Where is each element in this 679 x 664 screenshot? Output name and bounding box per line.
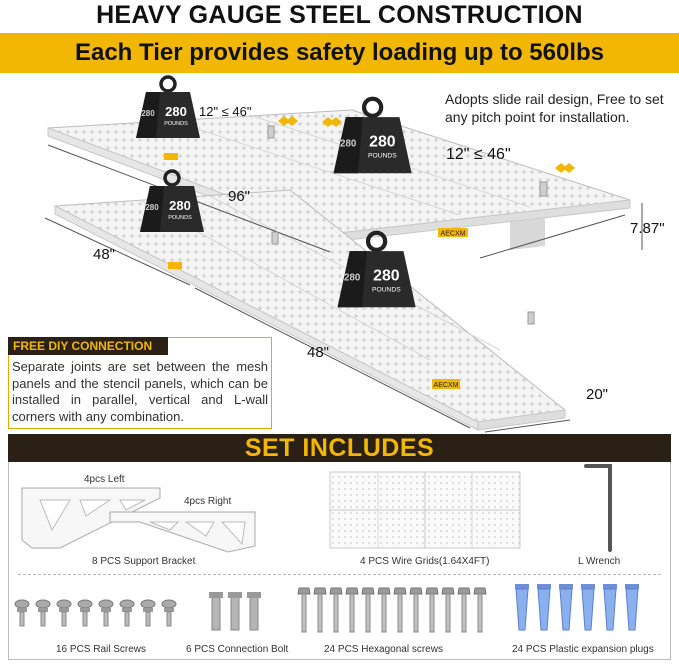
hex-screw-icon	[330, 588, 342, 632]
hex-screw-icon	[362, 588, 374, 632]
caption-hex-screws: 24 PCS Hexagonal screws	[324, 644, 443, 655]
hex-screw-icon	[442, 588, 454, 632]
hex-screw-icon	[346, 588, 358, 632]
l-wrench-icon	[586, 466, 610, 550]
hex-screw-icon	[426, 588, 438, 632]
hex-screw-icon	[378, 588, 390, 632]
weight-value: 280	[373, 267, 400, 285]
expansion-plug-icon	[515, 584, 529, 630]
page-title: HEAVY GAUGE STEEL CONSTRUCTION	[96, 1, 583, 29]
hex-screw-icon	[314, 588, 326, 632]
caption-support-bracket: 8 PCS Support Bracket	[92, 556, 196, 567]
caption-l-wrench: L Wrench	[578, 556, 621, 567]
rail-screw-icon	[15, 600, 29, 626]
set-includes-heading: SET INCLUDES	[8, 434, 671, 462]
weight-side-value: 280	[145, 203, 159, 212]
expansion-plug-icon	[603, 584, 617, 630]
weight-side-value: 280	[340, 138, 357, 150]
expansion-plug-icon	[559, 584, 573, 630]
load-banner: Each Tier provides safety loading up to 560lbs	[0, 33, 679, 73]
weight-unit: POUNDS	[368, 152, 397, 160]
brand-tag-1: AECXM	[440, 230, 466, 238]
hex-screw-icon	[474, 588, 486, 632]
rail-screw-icon	[57, 600, 71, 626]
length-top-label: 96"	[228, 188, 251, 205]
height-label: 7.87"	[630, 220, 665, 237]
hex-screw-icon	[410, 588, 422, 632]
weight-value: 280	[369, 133, 396, 151]
caption-expansion-plugs: 24 PCS Plastic expansion plugs	[512, 644, 654, 655]
bracket-right-art	[110, 512, 255, 552]
rail-screw-icon	[99, 600, 113, 626]
expansion-plugs-art	[515, 584, 639, 630]
bracket-left-label: 4pcs Left	[84, 474, 125, 485]
wire-grids-art	[330, 472, 520, 548]
diy-text: Separate joints are set between the mesh panels and the stencil panels, which can be installed in parallel, vertical and L-wall corners with any combination.	[12, 359, 268, 424]
caption-wire-grids: 4 PCS Wire Grids(1.64X4FT)	[360, 556, 490, 567]
expansion-plug-icon	[625, 584, 639, 630]
hex-screw-icon	[458, 588, 470, 632]
depth-label: 20"	[586, 386, 609, 403]
length-bottom-left-label: 48"	[93, 246, 116, 263]
bracket-right-label: 4pcs Right	[184, 496, 232, 507]
rail-screw-icon	[78, 600, 92, 626]
expansion-plug-icon	[537, 584, 551, 630]
hex-screws-art	[298, 588, 486, 632]
weight-side-value: 280	[141, 109, 155, 118]
weight-value: 280	[169, 198, 191, 213]
brand-tag-2: AECXM	[433, 382, 459, 389]
rail-range-large: 12" ≤ 46"	[446, 146, 511, 163]
weight-value: 280	[165, 104, 187, 119]
expansion-plug-icon	[581, 584, 595, 630]
rail-screw-icon	[120, 600, 134, 626]
length-bottom-mid-label: 48"	[307, 344, 330, 361]
weight-side-value: 280	[344, 272, 361, 284]
weight-unit: POUNDS	[168, 215, 192, 221]
hex-screw-icon	[298, 588, 310, 632]
hex-screw-icon	[394, 588, 406, 632]
rail-screws-art	[15, 600, 176, 626]
rail-screw-icon	[162, 600, 176, 626]
rail-screw-icon	[36, 600, 50, 626]
rail-range-small: 12" ≤ 46"	[199, 104, 252, 119]
connection-bolts-art	[209, 592, 261, 630]
weight-unit: POUNDS	[372, 286, 401, 294]
rail-note: Adopts slide rail design, Free to set any pitch point for installation.	[445, 91, 664, 125]
rail-screw-icon	[141, 600, 155, 626]
weight-unit: POUNDS	[164, 121, 188, 127]
caption-connection-bolt: 6 PCS Connection Bolt	[186, 644, 289, 655]
diy-heading: FREE DIY CONNECTION	[8, 337, 168, 355]
caption-rail-screws: 16 PCS Rail Screws	[56, 644, 147, 655]
